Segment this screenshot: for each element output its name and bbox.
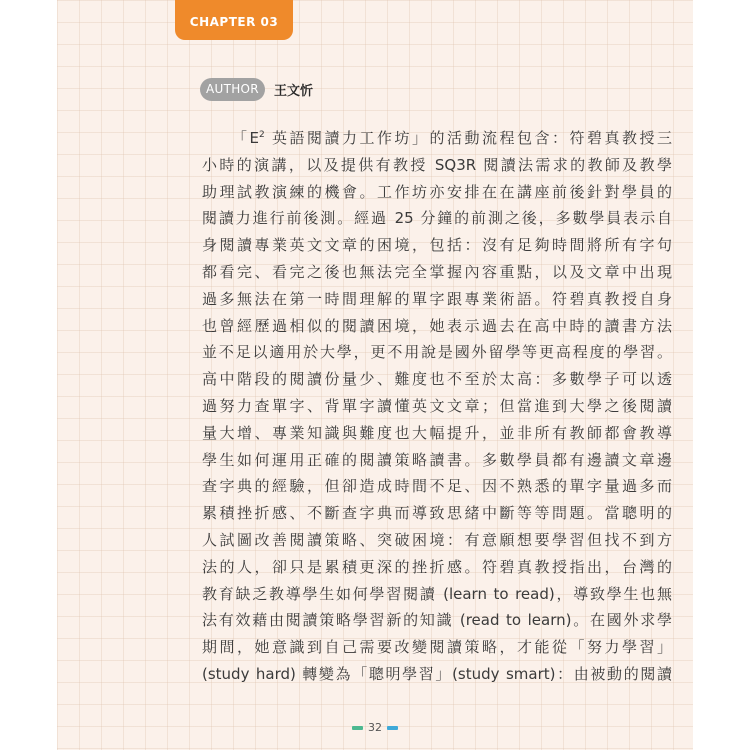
body-line: (study hard) 轉變為「聰明學習」(study smart)：由被動的閱讀 (202, 664, 672, 683)
footer-blue-bar (387, 726, 398, 730)
body-line: 並不足以適用於大學，更不用說是國外留學等更高程度的學習。 (202, 343, 672, 362)
body-line: 人試圖改善閱讀策略、突破困境：有意願想要學習但找不到方 (202, 530, 672, 549)
body-line: 也曾經歷過相似的閱讀困境，她表示過去在高中時的讀書方法 (202, 316, 672, 335)
chapter-tab (175, 0, 293, 40)
footer-green-bar (352, 726, 363, 730)
body-line: 累積挫折感、不斷查字典而導致思緒中斷等等問題。當聰明的 (202, 504, 672, 523)
body-line: 教育缺乏教導學生如何學習閱讀 (learn to read)，導致學生也無 (202, 584, 672, 603)
body-line: 高中階段的閱讀份量少、難度也不至於太高：多數學子可以透 (202, 370, 672, 389)
superscript: 2 (258, 130, 265, 140)
body-line-text: 英語閱讀力工作坊」的活動流程包含：符碧真教授三 (264, 129, 672, 147)
body-line: 查字典的經驗，但卻造成時間不足、因不熟悉的單字量過多而 (202, 477, 672, 496)
body-line: 過努力查單字、背單字讀懂英文文章；但當進到大學之後閱讀 (202, 396, 672, 415)
chapter-label: CHAPTER 03 (189, 15, 279, 29)
author-row (200, 77, 313, 101)
body-line: 學生如何運用正確的閱讀策略讀書。多數學員都有邊讀文章邊 (202, 450, 672, 469)
body-paragraph (202, 125, 672, 688)
body-line: 法的人，卻只是累積更深的挫折感。符碧真教授指出，台灣的 (202, 557, 672, 576)
body-line: 法有效藉由閱讀策略學習新的知識 (read to learn)。在國外求學 (202, 611, 672, 630)
book-page (57, 0, 693, 750)
body-line: 身閱讀專業英文文章的困境，包括：沒有足夠時間將所有字句 (202, 236, 672, 255)
author-name: 王文忻 (273, 83, 313, 99)
page-footer (57, 721, 693, 734)
body-line: 助理試教演練的機會。工作坊亦安排在在講座前後針對學員的 (202, 182, 672, 201)
body-line: 閱讀力進行前後測。經過 25 分鐘的前測之後，多數學員表示自 (202, 209, 672, 228)
body-line: 期間，她意識到自己需要改變閱讀策略，才能從「努力學習」 (202, 638, 672, 657)
author-label-badge: AUTHOR (200, 78, 265, 101)
body-line: 小時的演講，以及提供有教授 SQ3R 閱讀法需求的教師及教學 (202, 155, 672, 174)
body-line (202, 125, 672, 152)
page-number: 32 (368, 721, 382, 734)
body-line: 量大增、專業知識與難度也大幅提升，並非所有教師都會教導 (202, 423, 672, 442)
body-line: 過多無法在第一時間理解的單字跟專業術語。符碧真教授自身 (202, 289, 672, 308)
body-line-text: 「E (232, 129, 259, 147)
body-line: 都看完、看完之後也無法完全掌握內容重點，以及文章中出現 (202, 262, 672, 281)
